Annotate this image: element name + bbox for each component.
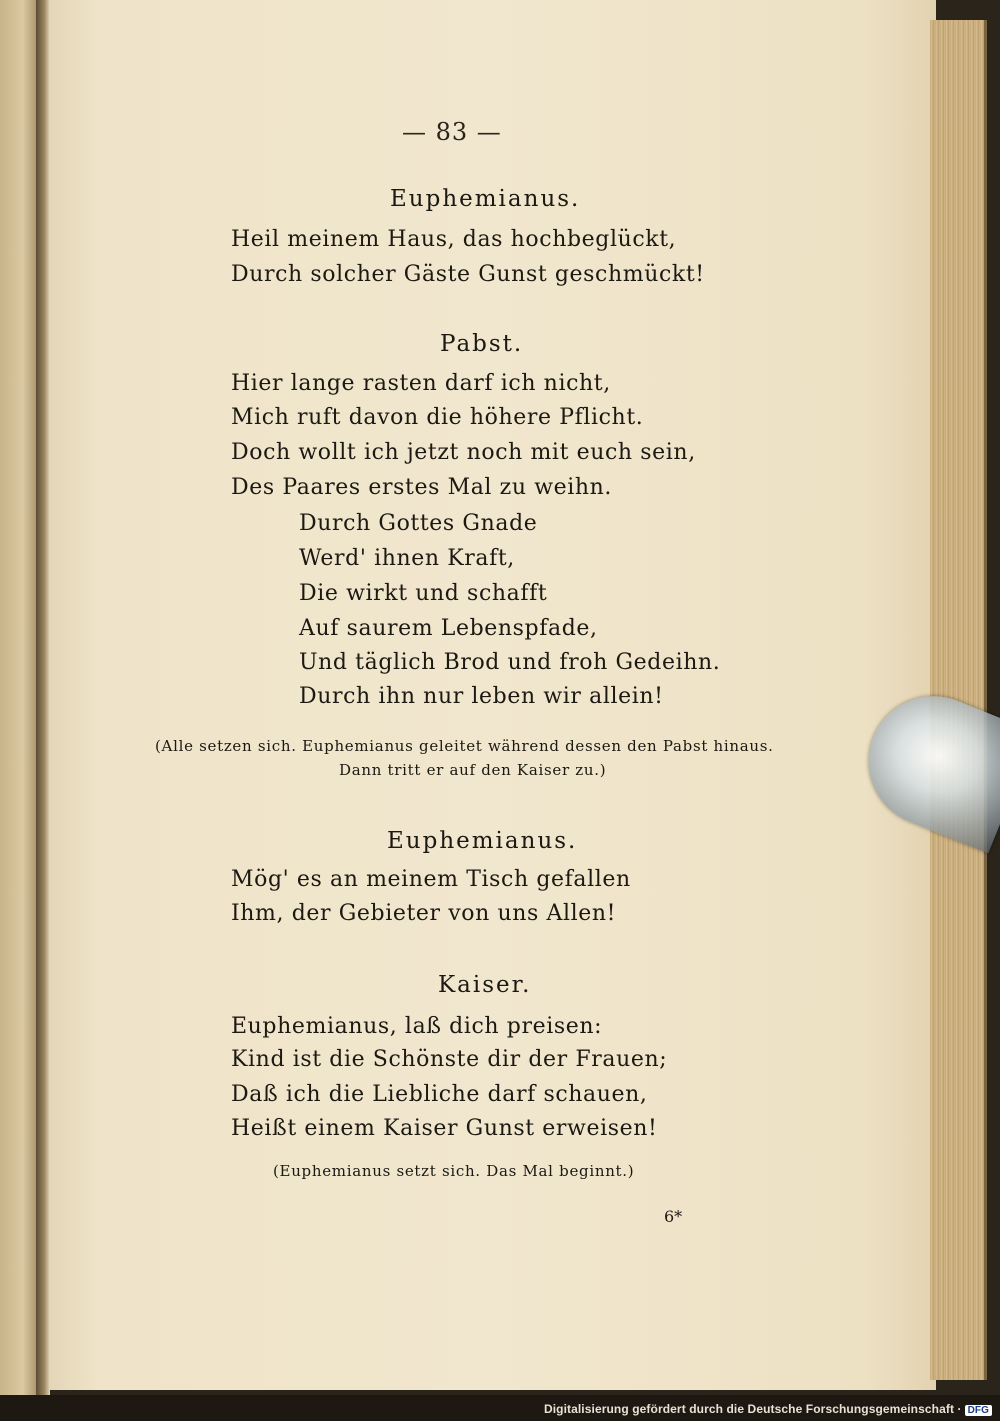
dfg-logo: DFG [965,1405,992,1416]
page-number: — 83 — [402,118,502,146]
speaker-pabst: Pabst. [440,331,524,357]
verse-line: Euphemianus, laß dich preisen: [231,1014,603,1039]
verse-line-indented: Durch Gottes Gnade [299,511,538,536]
speaker-euphemianus-2: Euphemianus. [387,828,578,854]
verse-line-indented: Und täglich Brod und froh Gedeihn. [299,650,721,675]
verse-line: Ihm, der Gebieter von uns Allen! [231,901,617,926]
speaker-euphemianus-1: Euphemianus. [390,186,581,212]
verse-line-indented: Auf saurem Lebenspfade, [299,616,598,641]
verse-line-indented: Durch ihn nur leben wir allein! [299,684,664,709]
stage-direction: (Alle setzen sich. Euphemianus geleitet während dessen den Pabst hinaus. [155,737,774,755]
signature-mark: 6* [664,1207,683,1226]
left-page-edge [0,0,38,1395]
credit-text: Digitalisierung gefördert durch die Deutsche Forschungsgemeinschaft · [543,1402,962,1416]
verse-line: Mög' es an meinem Tisch gefallen [231,867,631,892]
verse-line-indented: Die wirkt und schafft [299,581,548,606]
verse-line: Doch wollt ich jetzt noch mit euch sein, [231,440,696,465]
digitization-credit [544,1402,992,1416]
verse-line: Des Paares erstes Mal zu weihn. [231,475,613,500]
verse-line: Daß ich die Liebliche darf schauen, [231,1082,648,1107]
verse-line: Mich ruft davon die höhere Pflicht. [231,405,644,430]
verse-line: Hier lange rasten darf ich nicht, [231,371,611,396]
verse-line: Heil meinem Haus, das hochbeglückt, [231,227,677,252]
verse-line: Durch solcher Gäste Gunst geschmückt! [231,262,705,287]
page-gutter [36,0,50,1395]
verse-line: Kind ist die Schönste dir der Frauen; [231,1047,668,1072]
verse-line-indented: Werd' ihnen Kraft, [299,546,515,571]
verse-line: Heißt einem Kaiser Gunst erweisen! [231,1116,658,1141]
speaker-kaiser: Kaiser. [438,972,532,998]
stage-direction: Dann tritt er auf den Kaiser zu.) [339,761,607,779]
stage-direction: (Euphemianus setzt sich. Das Mal beginnt.) [273,1162,635,1180]
